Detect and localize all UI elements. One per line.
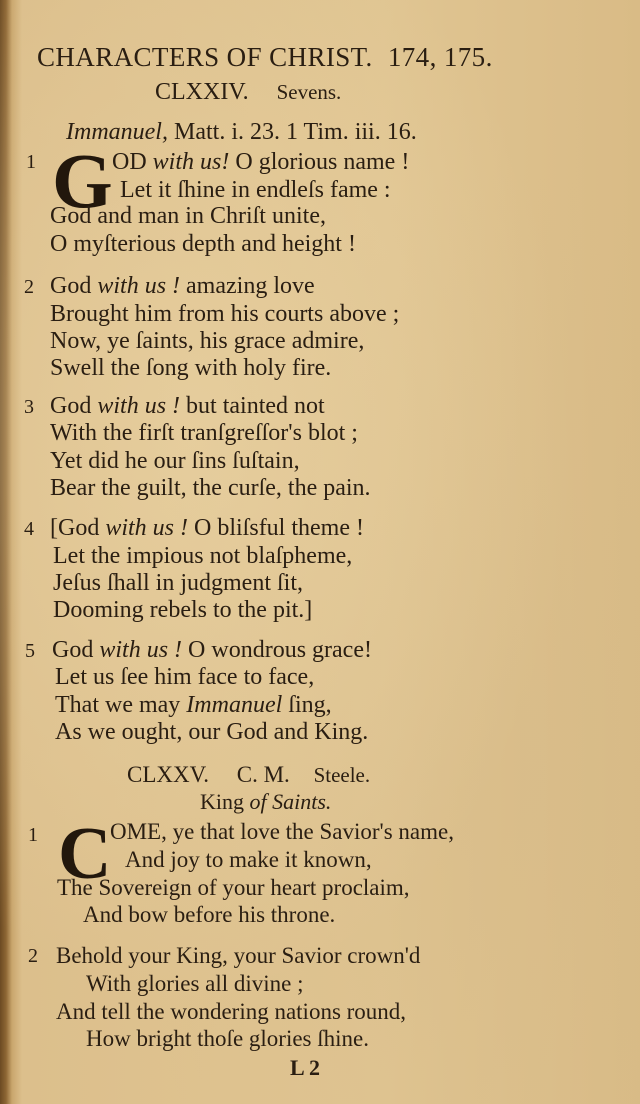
verse-line: And tell the wondering nations round, xyxy=(56,999,407,1024)
drop-cap: C xyxy=(58,813,112,895)
verse-line: Bear the guilt, the curſe, the pain. xyxy=(50,475,371,501)
verse-text: OD xyxy=(112,149,153,175)
hymn-title-part: of Saints. xyxy=(249,789,332,814)
verse-text: ſing, xyxy=(282,692,332,718)
verse-text: O glorious name ! xyxy=(229,149,410,175)
hymn-number: CLXXV. xyxy=(127,762,210,787)
verse-text-italic: with us ! xyxy=(105,515,189,541)
verse-line: With the firſt tranſgreſſor's blot ; xyxy=(50,420,358,446)
hymn-meter: Sevens. xyxy=(276,80,342,104)
hymn-meter: C. M. xyxy=(236,762,290,787)
verse-line: And joy to make it known, xyxy=(125,847,372,872)
verse-line: God and man in Chriſt unite, xyxy=(50,203,326,229)
page-numbers: 174, 175. xyxy=(387,42,493,72)
verse-line: As we ought, our God and King. xyxy=(55,719,369,745)
hymn-title-part: Matt. i. 23. 1 Tim. iii. 16. xyxy=(167,119,417,145)
verse-line: OME, ye that love the Savior's name, xyxy=(110,819,454,844)
running-head-title: CHARACTERS OF CHRIST. xyxy=(37,42,373,72)
verse-text: O bliſsful theme ! xyxy=(188,515,364,541)
verse-text: [God xyxy=(50,515,106,541)
verse-text-italic: with us! xyxy=(152,149,230,175)
stanza-number: 1 xyxy=(26,151,36,173)
verse-line: Swell the ſong with holy fire. xyxy=(50,355,332,381)
verse-line xyxy=(50,394,325,418)
verse-text: God xyxy=(52,637,100,663)
verse-line: Yet did he our ſins ſuſtain, xyxy=(50,448,300,474)
signature-mark: L 2 xyxy=(290,1055,320,1080)
verse-text: That we may xyxy=(55,692,187,718)
verse-text-italic: with us ! xyxy=(97,393,181,419)
verse-text: God xyxy=(50,393,98,419)
verse-line: The Sovereign of your heart proclaim, xyxy=(57,875,410,900)
stanza-number: 2 xyxy=(24,276,34,298)
verse-line: Now, ye ſaints, his grace admire, xyxy=(50,328,365,354)
running-head xyxy=(37,44,493,71)
verse-line: Jeſus ſhall in judgment ſit, xyxy=(53,570,303,596)
verse-line: Dooming rebels to the pit.] xyxy=(53,597,313,623)
verse-line: With glories all divine ; xyxy=(86,971,304,996)
verse-line xyxy=(112,150,409,174)
stanza-number: 3 xyxy=(24,396,34,418)
verse-text: God xyxy=(50,273,98,299)
drop-cap: G xyxy=(52,137,113,224)
hymn-title-part: King xyxy=(200,789,250,814)
hymn-title xyxy=(200,791,331,813)
verse-text-italic: Immanuel xyxy=(186,692,283,718)
verse-text-italic: with us ! xyxy=(99,637,183,663)
verse-text: O wondrous grace! xyxy=(182,637,372,663)
verse-line: And bow before his throne. xyxy=(83,902,336,927)
hymn-author: Steele. xyxy=(313,763,371,787)
stanza-number: 5 xyxy=(25,640,35,662)
verse-line xyxy=(55,693,332,717)
hymn-heading xyxy=(127,763,370,786)
verse-line: Behold your King, your Savior crown'd xyxy=(56,943,421,968)
stanza-number: 2 xyxy=(28,945,38,967)
verse-line: Brought him from his courts above ; xyxy=(50,301,400,327)
verse-line: Let it ſhine in endleſs fame : xyxy=(120,177,391,203)
verse-text: amazing love xyxy=(180,273,315,299)
verse-line: Let the impious not blaſpheme, xyxy=(53,543,353,569)
stanza-number: 4 xyxy=(24,518,34,540)
hymn-number: CLXXIV. xyxy=(155,79,249,105)
hymn-heading xyxy=(155,80,341,104)
verse-text-italic: with us ! xyxy=(97,273,181,299)
verse-line: Let us ſee him face to face, xyxy=(55,664,315,690)
hymn-title-part: Immanuel, xyxy=(66,119,168,145)
verse-line xyxy=(50,516,364,540)
verse-line: O myſterious depth and height ! xyxy=(50,231,356,257)
verse-line: How bright thoſe glories ſhine. xyxy=(86,1026,369,1051)
verse-line xyxy=(50,274,315,298)
stanza-number: 1 xyxy=(28,824,38,846)
hymn-title xyxy=(66,120,417,144)
verse-text: but tainted not xyxy=(180,393,325,419)
verse-line xyxy=(52,638,372,662)
